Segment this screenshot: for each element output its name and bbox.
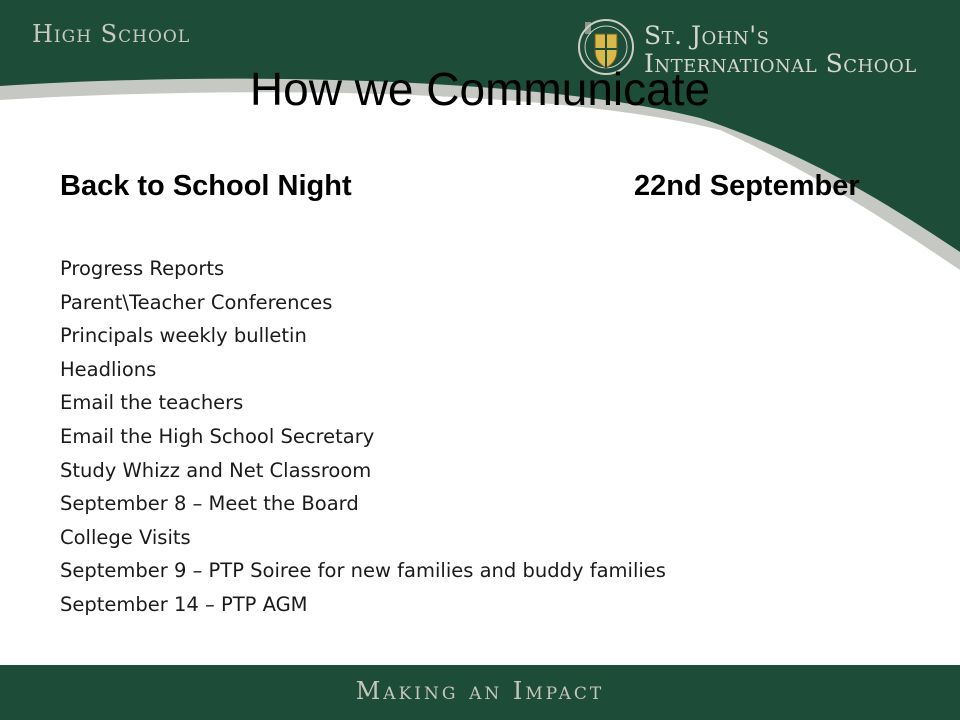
- footer-tagline: Making an Impact: [355, 677, 605, 705]
- school-name-line2: International School: [644, 49, 917, 78]
- event-date: 22nd September: [634, 170, 860, 202]
- list-item: Parent\Teacher Conferences: [60, 290, 333, 314]
- list-item: Principals weekly bulletin: [60, 324, 307, 348]
- section-label: High School: [32, 20, 191, 48]
- list-item: September 9 – PTP Soiree for new families and buddy families: [60, 559, 666, 583]
- list-item: Email the teachers: [60, 391, 244, 415]
- list-item: College Visits: [60, 525, 191, 549]
- list-item: September 8 – Meet the Board: [60, 492, 359, 516]
- event-name: Back to School Night: [60, 170, 352, 202]
- list-item: September 14 – PTP AGM: [60, 592, 308, 616]
- slide-title: How we Communicate: [249, 63, 711, 115]
- communication-list: [60, 252, 666, 622]
- list-item: Email the High School Secretary: [60, 424, 375, 448]
- list-item: Headlions: [60, 357, 157, 381]
- list-item: Study Whizz and Net Classroom: [60, 458, 372, 482]
- school-name-line1: St. John's: [644, 21, 770, 50]
- list-item: Progress Reports: [60, 257, 225, 280]
